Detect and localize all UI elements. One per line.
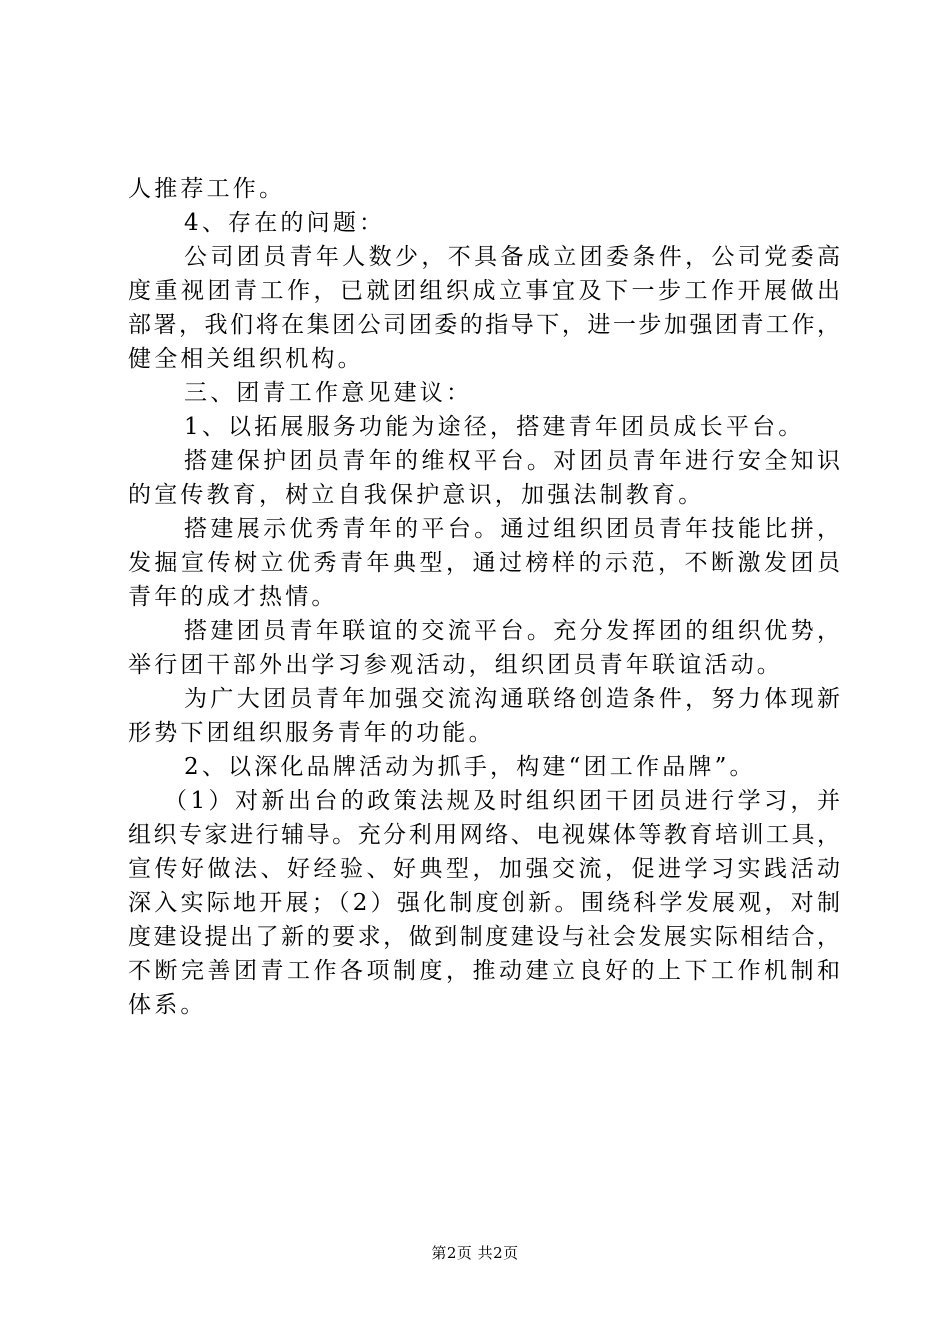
text-line: 不断完善团青工作各项制度，推动建立良好的上下工作机制和: [128, 958, 840, 984]
text-line: 为广大团员青年加强交流沟通联络创造条件，努力体现新: [184, 686, 840, 712]
text-line: 部署，我们将在集团公司团委的指导下，进一步加强团青工作，: [128, 312, 840, 338]
text-line: 的宣传教育，树立自我保护意识，加强法制教育。: [128, 482, 705, 508]
text-line: 4、存在的问题：: [184, 210, 386, 236]
text-line: 组织专家进行辅导。充分利用网络、电视媒体等教育培训工具，: [128, 822, 840, 848]
text-line: 度重视团青工作，已就团组织成立事宜及下一步工作开展做出: [128, 278, 840, 304]
text-line: 1、以拓展服务功能为途径，搭建青年团员成长平台。: [184, 414, 805, 440]
text-line: 度建设提出了新的要求，做到制度建设与社会发展实际相结合，: [128, 924, 840, 950]
text-line: 搭建保护团员青年的维权平台。对团员青年进行安全知识: [184, 448, 840, 474]
text-line: 搭建团员青年联谊的交流平台。充分发挥团的组织优势，: [184, 618, 840, 644]
document-body: [128, 172, 840, 1022]
text-line: 青年的成才热情。: [128, 584, 338, 610]
text-line: （1）对新出台的政策法规及时组织团干团员进行学习，并: [164, 788, 840, 814]
text-line: 体系。: [128, 992, 207, 1018]
text-line: 2、以深化品牌活动为抓手，构建“团工作品牌”。: [184, 754, 756, 780]
text-line: 公司团员青年人数少，不具备成立团委条件，公司党委高: [184, 244, 840, 270]
text-line: 形势下团组织服务青年的功能。: [128, 720, 495, 746]
text-line: 宣传好做法、好经验、好典型，加强交流，促进学习实践活动: [128, 856, 840, 882]
text-line: 深入实际地开展；（2）强化制度创新。围绕科学发展观，对制: [128, 890, 840, 916]
page-footer: 第2页 共2页: [431, 1244, 519, 1262]
text-line: 发掘宣传树立优秀青年典型，通过榜样的示范，不断激发团员: [128, 550, 840, 576]
section-heading: 三、团青工作意见建议：: [184, 380, 473, 406]
text-line: 人推荐工作。: [128, 176, 286, 202]
text-line: 举行团干部外出学习参观活动，组织团员青年联谊活动。: [128, 652, 783, 678]
text-line: 健全相关组织机构。: [128, 346, 364, 372]
text-line: 搭建展示优秀青年的平台。通过组织团员青年技能比拼，: [184, 516, 840, 542]
